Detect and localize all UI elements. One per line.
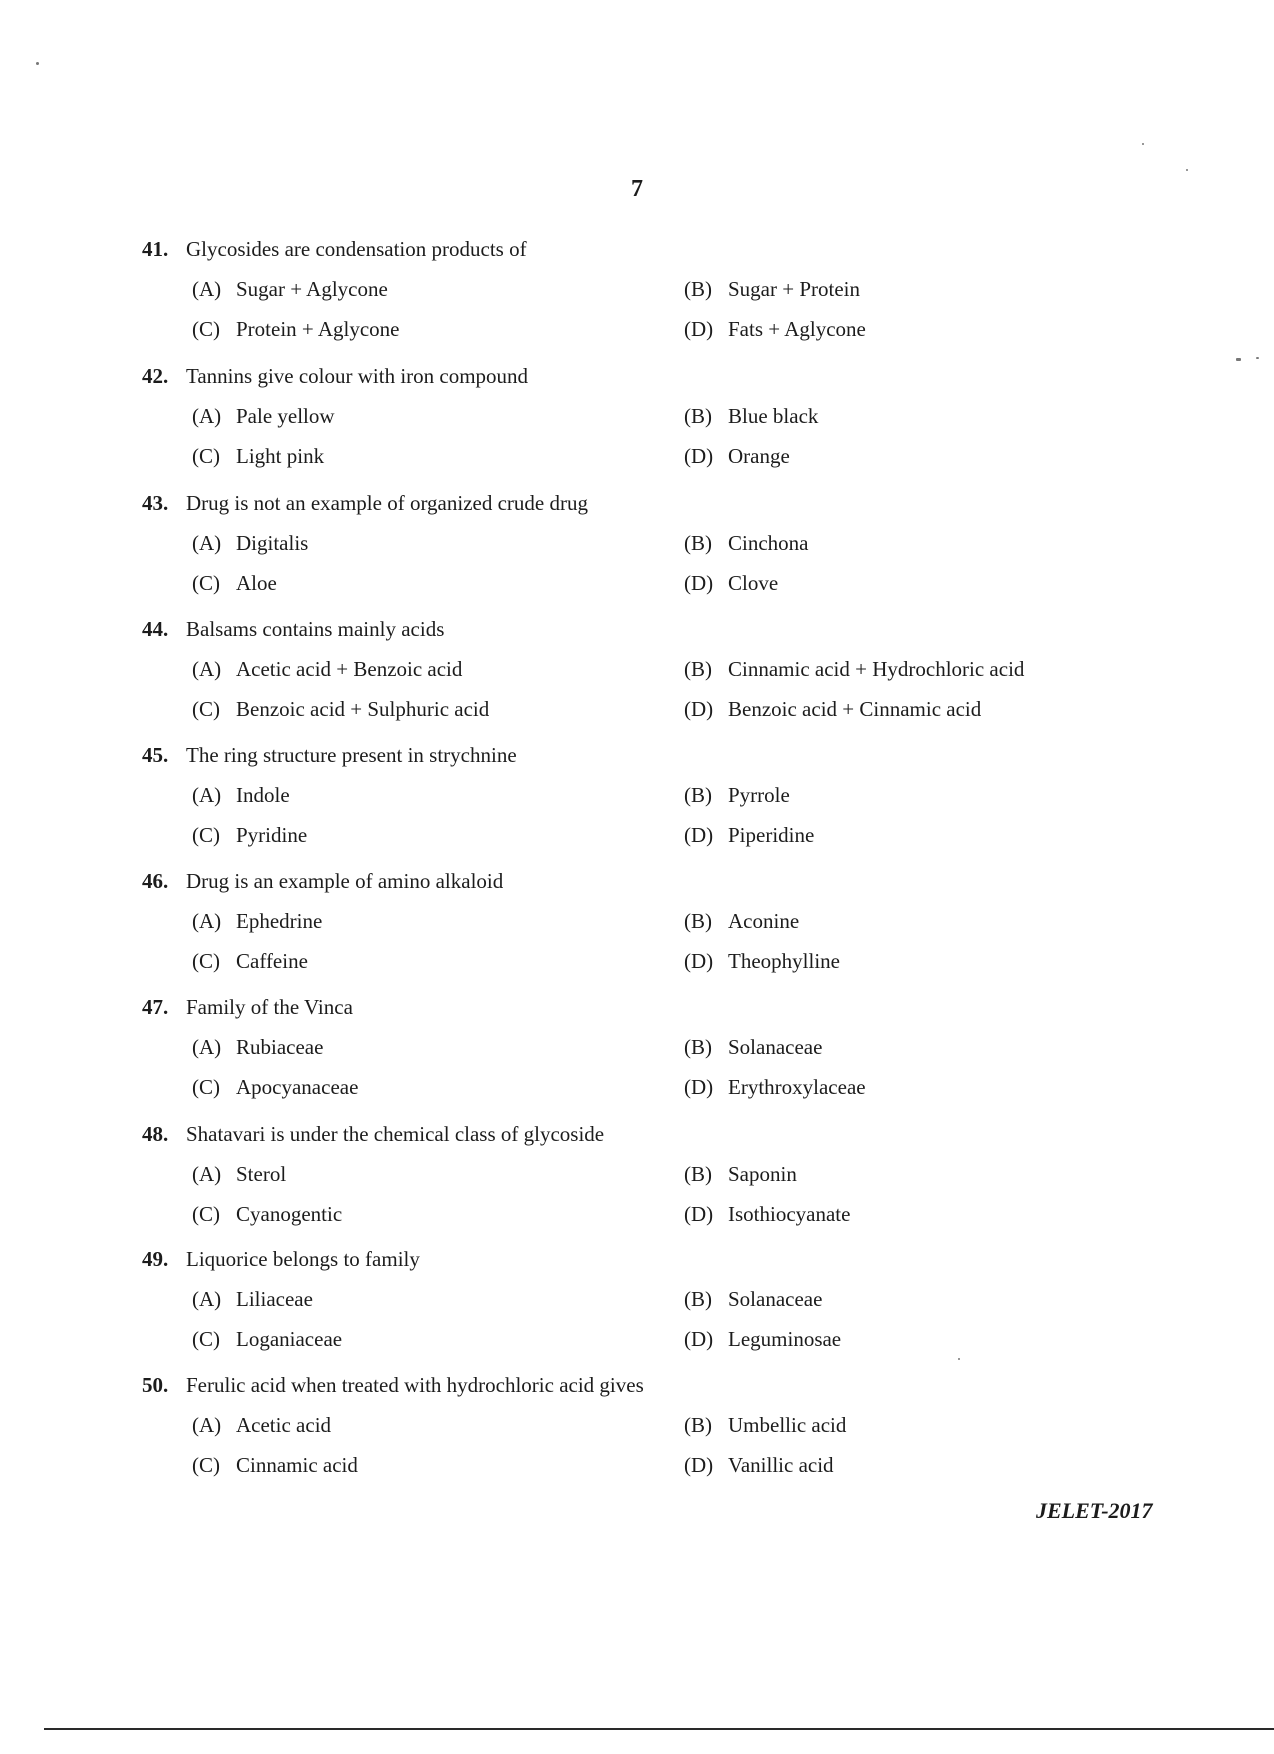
option-text: Loganiaceae [236,1327,343,1351]
option-letter: (A) [192,1162,222,1186]
question-number: 44. [142,617,169,641]
option-text: Apocyanaceae [236,1075,359,1099]
option-d [684,316,866,342]
scan-speck [1186,169,1188,171]
option-text: Benzoic acid + Sulphuric acid [236,697,490,721]
question-number: 42. [142,364,169,388]
option-b [684,1034,822,1060]
option-text: Pale yellow [236,404,335,428]
option-letter: (B) [684,657,712,681]
question-text: Drug is an example of amino alkaloid [186,869,504,893]
option-c [192,948,308,974]
option-letter: (C) [192,317,220,341]
option-c [192,696,489,722]
option-text: Aconine [728,909,800,933]
option-a [192,782,290,808]
bottom-rule [44,1728,1274,1730]
question-text: Balsams contains mainly acids [186,617,445,641]
option-letter: (A) [192,1413,222,1437]
option-letter: (A) [192,783,222,807]
option-text: Leguminosae [728,1327,842,1351]
page-number: 7 [631,176,643,202]
option-text: Sugar + Protein [728,277,860,301]
question-number: 47. [142,995,169,1019]
option-letter: (A) [192,657,222,681]
option-letter: (C) [192,823,220,847]
option-letter: (C) [192,1202,220,1226]
option-c [192,1074,358,1100]
option-text: Vanillic acid [728,1453,834,1477]
question-stem [142,616,444,642]
option-letter: (C) [192,949,220,973]
question-43 [142,490,1142,618]
question-text: Ferulic acid when treated with hydrochloric acid gives [186,1373,644,1397]
option-text: Acetic acid + Benzoic acid [236,657,463,681]
question-stem [142,363,528,389]
question-stem [142,994,353,1020]
option-text: Rubiaceae [236,1035,324,1059]
option-b [684,530,808,556]
option-d [684,1074,866,1100]
question-stem [142,1121,604,1147]
question-44 [142,616,1142,744]
option-letter: (A) [192,1287,222,1311]
option-letter: (C) [192,571,220,595]
question-number: 46. [142,869,169,893]
scan-speck [1236,358,1241,361]
option-letter: (B) [684,1162,712,1186]
option-d [684,570,778,596]
question-number: 50. [142,1373,169,1397]
option-b [684,782,790,808]
option-b [684,908,799,934]
option-letter: (B) [684,531,712,555]
option-c [192,443,324,469]
option-text: Fats + Aglycone [728,317,866,341]
question-number: 49. [142,1247,169,1271]
question-text: Family of the Vinca [186,995,353,1019]
option-text: Protein + Aglycone [236,317,400,341]
option-letter: (B) [684,1287,712,1311]
option-letter: (C) [192,1453,220,1477]
question-text: Drug is not an example of organized crude drug [186,491,588,515]
option-letter: (C) [192,1075,220,1099]
option-d [684,1452,834,1478]
option-letter: (B) [684,404,712,428]
option-a [192,656,462,682]
question-text: The ring structure present in strychnine [186,743,517,767]
scan-speck [36,62,39,65]
option-text: Cinnamic acid [236,1453,358,1477]
option-letter: (A) [192,277,222,301]
option-letter: (D) [684,1202,714,1226]
option-letter: (D) [684,949,714,973]
question-42 [142,363,1142,491]
question-text: Liquorice belongs to family [186,1247,420,1271]
option-letter: (A) [192,1035,222,1059]
option-text: Caffeine [236,949,308,973]
option-d [684,1326,841,1352]
question-stem [142,742,517,768]
question-stem [142,1372,644,1398]
option-text: Liliaceae [236,1287,313,1311]
option-letter: (D) [684,571,714,595]
option-b [684,276,860,302]
option-text: Orange [728,444,790,468]
option-d [684,822,814,848]
question-48 [142,1121,1142,1249]
option-letter: (D) [684,823,714,847]
option-c [192,1452,358,1478]
option-text: Erythroxylaceae [728,1075,866,1099]
exam-code: JELET-2017 [1036,1498,1153,1523]
option-text: Solanaceae [728,1287,823,1311]
option-b [684,1161,797,1187]
option-c [192,570,277,596]
option-c [192,316,400,342]
option-text: Aloe [236,571,277,595]
question-41 [142,236,1142,364]
option-text: Saponin [728,1162,797,1186]
option-a [192,1412,331,1438]
question-stem [142,868,503,894]
option-b [684,656,1024,682]
option-text: Sugar + Aglycone [236,277,388,301]
option-c [192,1326,342,1352]
option-text: Blue black [728,404,819,428]
option-a [192,403,335,429]
option-b [684,1286,822,1312]
option-b [684,403,818,429]
option-text: Acetic acid [236,1413,332,1437]
scan-speck [1256,357,1259,359]
option-text: Clove [728,571,779,595]
option-a [192,908,322,934]
option-text: Light pink [236,444,325,468]
question-number: 41. [142,237,169,261]
question-49 [142,1246,1142,1374]
option-letter: (D) [684,697,714,721]
option-letter: (B) [684,783,712,807]
option-letter: (C) [192,444,220,468]
question-text: Tannins give colour with iron compound [186,364,529,388]
option-letter: (B) [684,277,712,301]
option-text: Solanaceae [728,1035,823,1059]
option-d [684,1201,850,1227]
question-50 [142,1372,1142,1500]
option-a [192,530,308,556]
option-c [192,822,307,848]
option-text: Ephedrine [236,909,323,933]
option-text: Cyanogentic [236,1202,343,1226]
question-stem [142,236,527,262]
option-text: Cinchona [728,531,809,555]
option-a [192,1161,286,1187]
question-text: Shatavari is under the chemical class of glycoside [186,1122,605,1146]
option-text: Sterol [236,1162,287,1186]
question-text: Glycosides are condensation products of [186,237,527,261]
option-b [684,1412,846,1438]
option-text: Theophylline [728,949,840,973]
option-letter: (C) [192,697,220,721]
question-47 [142,994,1142,1122]
option-text: Isothiocyanate [728,1202,851,1226]
option-letter: (D) [684,1075,714,1099]
option-text: Umbellic acid [728,1413,847,1437]
option-text: Pyridine [236,823,308,847]
option-text: Benzoic acid + Cinnamic acid [728,697,982,721]
question-number: 43. [142,491,169,515]
option-a [192,1286,313,1312]
option-a [192,1034,323,1060]
question-stem [142,490,588,516]
option-letter: (A) [192,531,222,555]
option-letter: (D) [684,1453,714,1477]
option-letter: (B) [684,1413,712,1437]
question-46 [142,868,1142,996]
option-letter: (D) [684,317,714,341]
option-d [684,948,840,974]
option-text: Indole [236,783,290,807]
option-letter: (D) [684,444,714,468]
option-letter: (D) [684,1327,714,1351]
option-d [684,443,790,469]
question-number: 45. [142,743,169,767]
option-d [684,696,981,722]
option-c [192,1201,342,1227]
option-letter: (B) [684,909,712,933]
option-text: Pyrrole [728,783,790,807]
question-stem [142,1246,420,1272]
option-letter: (C) [192,1327,220,1351]
question-45 [142,742,1142,870]
option-text: Digitalis [236,531,309,555]
option-a [192,276,388,302]
question-number: 48. [142,1122,169,1146]
option-text: Cinnamic acid + Hydrochloric acid [728,657,1025,681]
option-letter: (A) [192,909,222,933]
option-letter: (A) [192,404,222,428]
scan-speck [1142,143,1144,145]
option-letter: (B) [684,1035,712,1059]
option-text: Piperidine [728,823,815,847]
